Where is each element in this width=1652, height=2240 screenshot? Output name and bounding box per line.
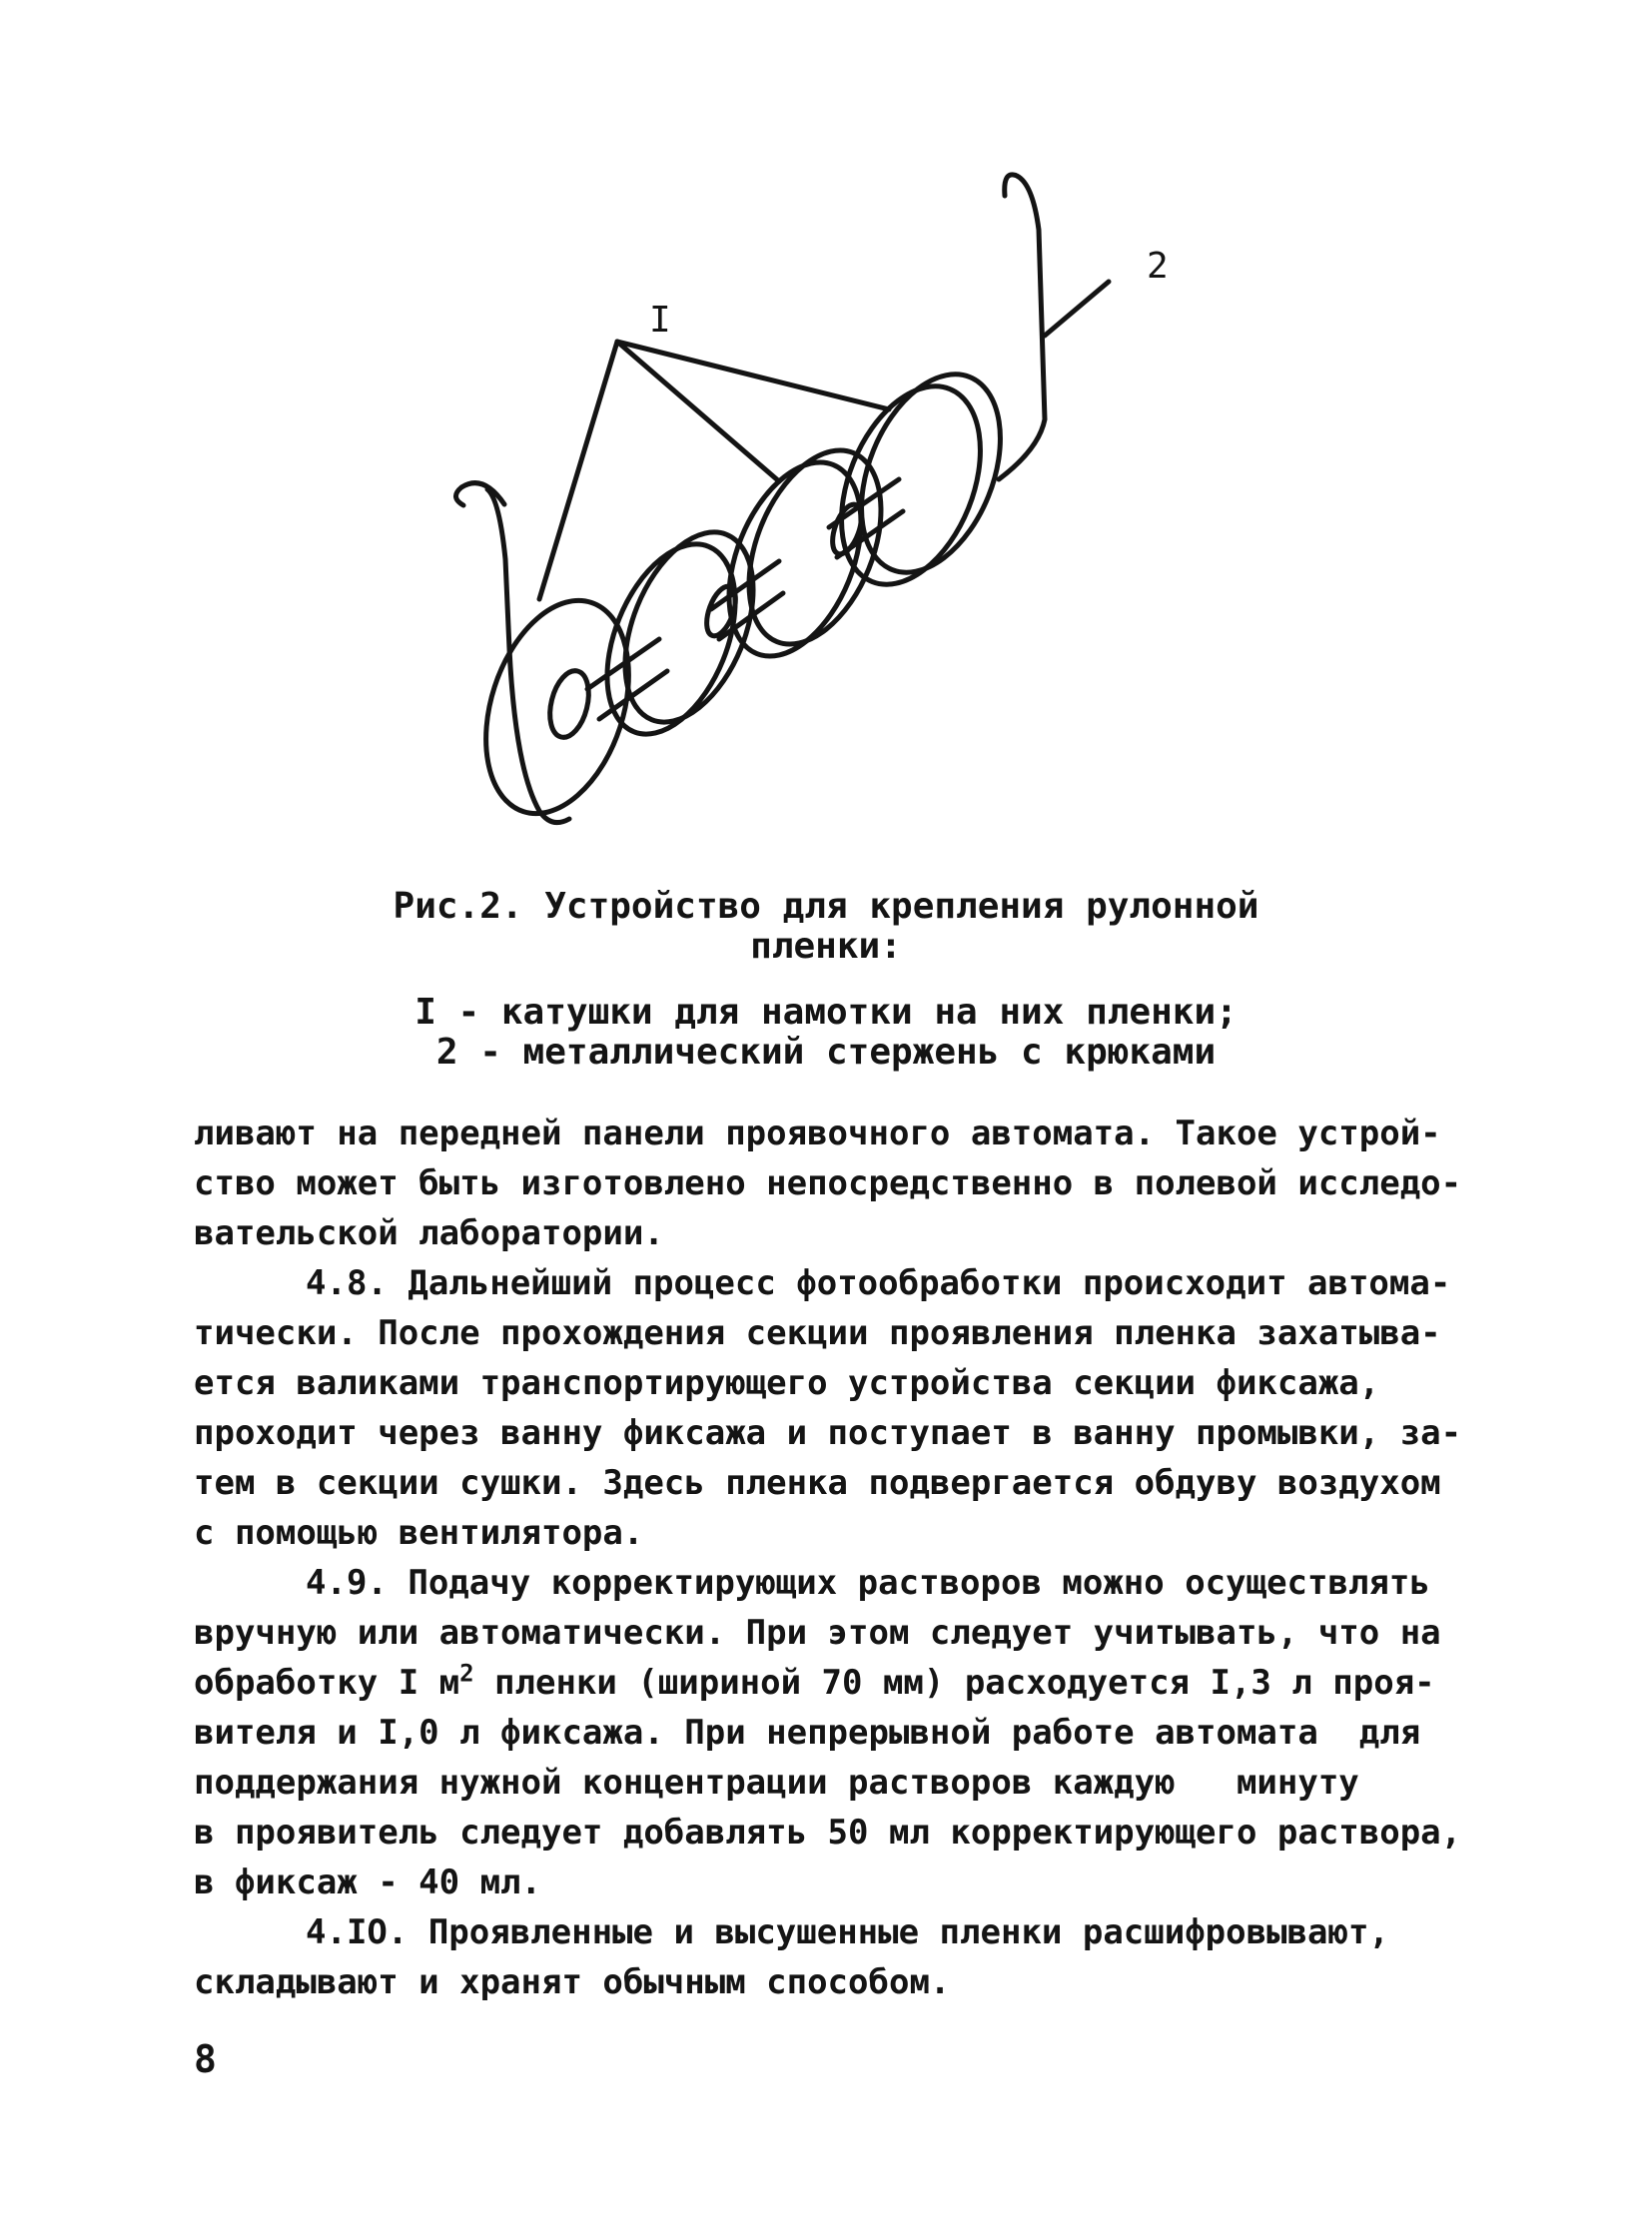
leader-2 [1045, 282, 1109, 336]
superscript-2: 2 [459, 1659, 474, 1688]
paragraph-3-text-b: пленки (шириной 70 мм) расходуется I,3 л проя- [473, 1663, 1435, 1703]
paragraph-1-line: вательской лаборатории. [194, 1213, 664, 1253]
paragraph-3-text-a: обработку I м [194, 1663, 460, 1703]
paragraph-3-line: 4.9. Подачу корректирующих растворов можно осуществлять [306, 1563, 1430, 1603]
reel-4b [835, 354, 1028, 592]
paragraph-2-line: проходит через ванну фиксажа и поступает в ванну промывки, за- [194, 1413, 1462, 1453]
paragraph-3-line: в фиксаж - 40 мл. [194, 1863, 541, 1902]
caption-title-cont: пленки: [750, 926, 902, 967]
caption-legend-1: I - катушки для намотки на них пленки; [414, 992, 1238, 1033]
right-hook [999, 175, 1045, 479]
paragraph-2-line: ется валиками транспортирующего устройства секции фиксажа, [194, 1363, 1380, 1403]
caption-title: Рис.2. Устройство для крепления рулонной [393, 886, 1259, 927]
leader-1-to-reel-1 [539, 342, 617, 599]
paragraph-2-line: тем в секции сушки. Здесь пленка подвергается обдуву воздухом [194, 1463, 1441, 1503]
left-hook [455, 483, 569, 823]
paragraph-2-line: тически. После прохождения секции проявления пленка захатыва- [194, 1313, 1441, 1353]
figure-label-1: I [649, 300, 671, 341]
paragraph-4-line: складывают и хранят обычным способом. [194, 1962, 951, 2002]
paragraph-1-line: ство может быть изготовлено непосредственно в полевой исследо- [194, 1163, 1462, 1203]
paragraph-3-line-with-superscript [194, 1658, 1452, 1708]
reel-1 [460, 582, 654, 832]
paragraph-3-line: вителя и I,0 л фиксажа. При непрерывной работе автомата для [194, 1713, 1421, 1753]
paragraph-1-line: ливают на передней панели проявочного автомата. Такое устрой- [194, 1114, 1441, 1153]
body-text [194, 1109, 1462, 2007]
page-number: 8 [194, 2037, 217, 2081]
figure-caption [300, 887, 1352, 1073]
reel-4a [815, 366, 1008, 604]
caption-legend-2: 2 - металлический стержень с крюками [435, 1032, 1217, 1073]
reel-1-hub [543, 667, 594, 742]
paragraph-3-line: в проявитель следует добавлять 50 мл корректирующего раствора, [194, 1813, 1462, 1853]
paragraph-2-line: 4.8. Дальнейший процесс фотообработки происходит автома- [306, 1263, 1451, 1303]
paragraph-4-line: 4.IO. Проявленные и высушенные пленки расшифровывают, [306, 1912, 1389, 1952]
paragraph-2-line: с помощью вентилятора. [194, 1513, 644, 1553]
reel-3b [723, 431, 907, 664]
figure-label-2: 2 [1147, 246, 1169, 287]
figure-drawing [0, 0, 1652, 879]
paragraph-3-line: вручную или автоматически. При этом следует учитывать, что на [194, 1613, 1441, 1653]
paragraph-3-line: поддержания нужной концентрации растворов каждую минуту [194, 1763, 1359, 1803]
